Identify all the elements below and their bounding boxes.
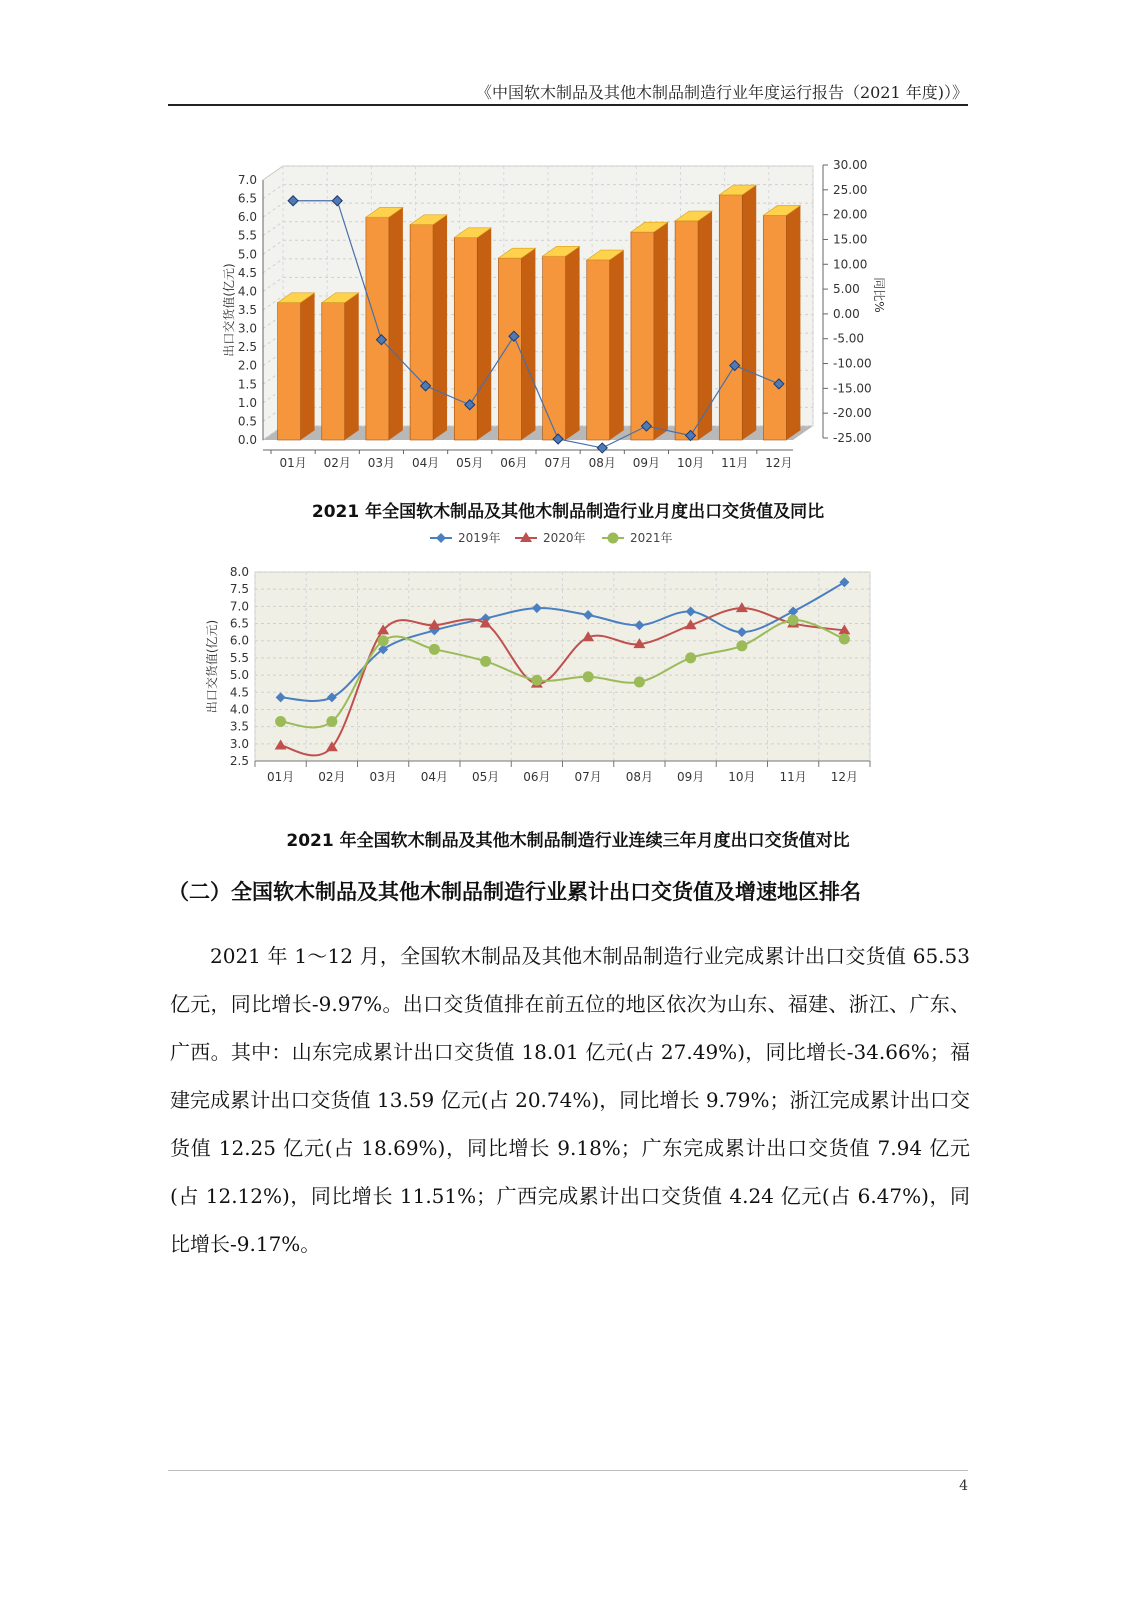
chart2-ylabel: 出口交货值(亿元) (205, 619, 219, 714)
chart1-ytick-label: 1.0 (237, 395, 257, 410)
chart2-legend-item (430, 530, 501, 545)
chart2-xtick-label: 07月 (574, 770, 602, 784)
chart2-xtick-label: 10月 (728, 770, 756, 784)
chart2-xtick-label: 01月 (266, 770, 295, 784)
chart2-xtick-label: 05月 (471, 770, 500, 784)
chart2-ytick-label: 7.5 (229, 582, 249, 597)
chart1-y2label: 同比% (872, 277, 886, 313)
chart1-y2tick-label: 0.00 (833, 306, 860, 321)
chart1-ytick-label: 2.5 (237, 340, 257, 355)
chart1-ytick-label: 3.5 (237, 303, 257, 317)
chart1-bar (631, 222, 668, 440)
chart2-ytick-label: 3.0 (229, 736, 249, 751)
chart2-ytick-label: 6.5 (229, 616, 249, 631)
chart2-plot-area (255, 572, 870, 761)
chart1-bar (366, 207, 403, 440)
chart2-xtick-label: 02月 (318, 770, 346, 784)
chart2-point (436, 533, 446, 543)
chart2-legend-label: 2020年 (543, 531, 586, 545)
chart2-point (839, 634, 850, 645)
chart2-ytick-label: 8.0 (229, 565, 249, 579)
chart2-point (326, 716, 337, 727)
chart1-xtick-label: 07月 (544, 456, 572, 470)
chart1-xtick-label: 01月 (279, 456, 307, 470)
chart2-point (275, 716, 286, 727)
chart1-y2tick-label: 25.00 (833, 182, 868, 197)
chart1-y2tick-label: -20.00 (833, 406, 872, 421)
chart1-y2tick-label: 10.00 (833, 257, 868, 272)
chart1-xtick-label: 08月 (588, 456, 616, 470)
chart2-ytick-label: 3.5 (229, 719, 249, 734)
chart2-point (608, 533, 619, 544)
chart2-xtick-label: 03月 (369, 770, 397, 784)
chart1-xtick-label: 12月 (765, 456, 793, 470)
chart1-y2tick-label: 30.00 (833, 160, 868, 172)
chart1-ytick-label: 4.5 (237, 265, 257, 280)
chart2-xtick-label: 04月 (420, 770, 449, 784)
chart1-yoy-point (597, 443, 607, 453)
chart1-y2tick-label: -15.00 (833, 381, 872, 396)
chart2-ytick-label: 5.0 (229, 668, 249, 683)
chart1-ytick-label: 5.5 (237, 228, 257, 243)
chart1-ytick-label: 2.0 (237, 358, 257, 373)
chart2-xtick-label: 12月 (830, 770, 859, 784)
chart1-xtick-label: 06月 (500, 456, 528, 470)
figure-caption-1: 2021 年全国软木制品及其他木制品制造行业月度出口交货值及同比 (311, 502, 825, 522)
chart2-ytick-label: 4.5 (229, 685, 249, 700)
chart1-xtick-label: 03月 (367, 456, 396, 470)
chart1-ytick-label: 6.0 (237, 210, 257, 225)
chart1-ylabel: 出口交货值(亿元) (222, 263, 236, 357)
chart1-bar (410, 215, 447, 440)
figure-caption-2: 2021 年全国软木制品及其他木制品制造行业连续三年月度出口交货值对比 (286, 831, 850, 851)
chart2-ytick-label: 5.5 (229, 650, 249, 665)
chart1-bar (278, 293, 315, 440)
chart2-ytick-label: 6.0 (229, 633, 249, 648)
chart2-point (685, 652, 696, 663)
chart2-point (429, 644, 440, 655)
chart2-legend-label: 2019年 (458, 531, 501, 545)
chart2-xtick-label: 06月 (523, 770, 551, 784)
chart2-ytick-label: 4.0 (229, 702, 249, 717)
chart2-point (788, 615, 799, 626)
chart1-ytick-label: 0.0 (237, 433, 257, 447)
section-heading: （二）全国软木制品及其他木制品制造行业累计出口交货值及增速地区排名 (168, 880, 861, 904)
chart1-ytick-label: 1.5 (237, 377, 257, 392)
chart2-xtick-label: 09月 (676, 770, 705, 784)
chart2-legend-item (602, 530, 673, 545)
chart1-bar (675, 211, 712, 440)
chart2-ytick-label: 7.0 (229, 599, 249, 614)
footer-rule (168, 1470, 968, 1471)
chart1-bar (543, 246, 580, 440)
chart1-bar (322, 293, 359, 440)
chart1-ytick-label: 7.0 (237, 173, 257, 187)
chart1-ytick-label: 5.0 (237, 247, 257, 262)
chart2-legend-item (515, 530, 586, 545)
line-chart (0, 530, 1133, 795)
chart1-ytick-label: 4.0 (237, 284, 257, 299)
chart1-ytick-label: 3.0 (237, 321, 257, 336)
chart1-bar (763, 205, 800, 440)
chart1-xtick-label: 04月 (411, 456, 440, 470)
running-header: 《中国软木制品及其他木制品制造行业年度运行报告（2021 年度)）》 (475, 83, 968, 102)
chart2-legend-label: 2021年 (630, 531, 673, 545)
chart1-xtick-label: 11月 (721, 456, 749, 470)
chart2-point (634, 676, 645, 687)
chart2-xtick-label: 11月 (779, 770, 807, 784)
chart1-y2tick-label: -25.00 (833, 431, 872, 445)
header-rule (168, 104, 968, 106)
chart1-xtick-label: 10月 (676, 456, 705, 470)
body-paragraph: 2021 年 1～12 月，全国软木制品及其他木制品制造行业完成累计出口交货值 65.53 亿元，同比增长-9.97%。出口交货值排在前五位的地区依次为山东、福建、浙江、广东、广西。其中：山东完成累计出口交货值 18.01 亿元(占 27.49%)，同比增长-34.66%；福建完成累计出口交货值 13.59 亿元(占 20.74%)，同比增长 9.79%；浙江完成累计出口交货值 12.25 亿元(占 18.69%)，同比增长 9.18%；广东完成累计出口交货值 7.94 亿元(占 12.12%)，同比增长 11.51%；广西完成累计出口交货值 4.24 亿元(占 6.47%)，同比增长-9.17%。 (170, 944, 970, 1256)
chart1-bar (719, 185, 756, 440)
chart2-point (378, 635, 389, 646)
page-number: 4 (959, 1478, 968, 1494)
chart1-y2tick-label: -10.00 (833, 356, 872, 371)
bar-line-chart (0, 160, 1133, 490)
chart1-y2tick-label: 15.00 (833, 232, 868, 247)
chart1-xtick-label: 02月 (323, 456, 351, 470)
chart2-point (531, 675, 542, 686)
chart2-ytick-label: 2.5 (229, 754, 249, 768)
chart1-bar (454, 228, 491, 440)
chart1-y2tick-label: -5.00 (833, 331, 865, 346)
chart2-point (736, 640, 747, 651)
chart1-bar (587, 250, 624, 440)
chart1-y2tick-label: 20.00 (833, 207, 868, 222)
chart2-point (583, 671, 594, 682)
chart2-xtick-label: 08月 (625, 770, 654, 784)
chart1-xtick-label: 05月 (456, 456, 484, 470)
chart1-ytick-label: 0.5 (237, 414, 257, 429)
chart1-y2tick-label: 5.00 (833, 282, 860, 297)
chart1-ytick-label: 6.5 (237, 191, 257, 206)
chart1-xtick-label: 09月 (632, 456, 661, 470)
chart2-point (480, 656, 491, 667)
